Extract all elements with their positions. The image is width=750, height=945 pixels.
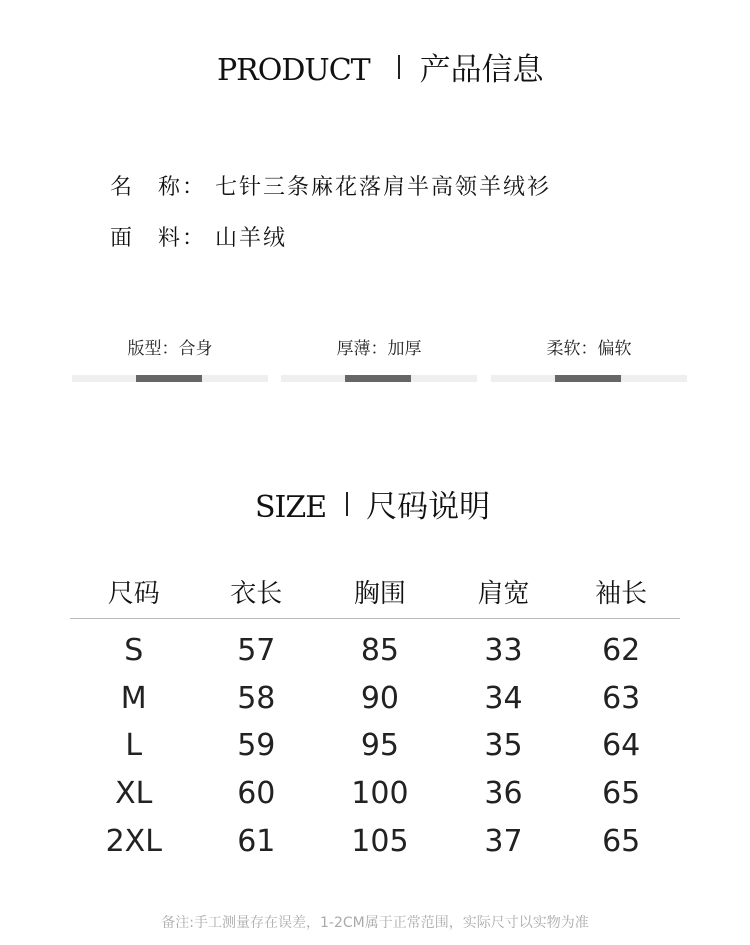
gauge-marker xyxy=(372,369,384,375)
table-cell: 57 xyxy=(237,633,276,669)
attribute-label: 版型：合身 xyxy=(127,339,213,359)
product-header-cn: 产品信息 xyxy=(419,52,544,88)
gauge-marker xyxy=(163,369,175,375)
col-header-size: 尺码 xyxy=(70,564,197,619)
table-cell: 36 xyxy=(484,776,523,812)
attribute-label: 厚薄：加厚 xyxy=(336,339,422,359)
attribute-gauge xyxy=(72,375,268,382)
table-row xyxy=(70,675,680,723)
table-cell: 64 xyxy=(602,728,641,764)
table-cell: 90 xyxy=(360,680,399,716)
table-cell: 105 xyxy=(351,823,409,859)
info-value: 七针三条麻花落肩半高领羊绒衫 xyxy=(215,175,552,200)
table-cell: 65 xyxy=(602,776,641,812)
size-cell: M xyxy=(120,680,147,716)
table-row xyxy=(70,722,680,770)
table-cell: 59 xyxy=(237,728,276,764)
col-header-length: 衣长 xyxy=(197,564,315,619)
table-cell: 58 xyxy=(237,680,276,716)
info-label: 面 料： xyxy=(110,226,207,251)
table-cell: 95 xyxy=(360,728,399,764)
size-cell: L xyxy=(125,728,143,764)
attribute-gauge xyxy=(281,375,477,382)
gauge-fill xyxy=(555,375,621,382)
size-section-header xyxy=(255,481,490,526)
gauge-marker xyxy=(582,369,594,375)
size-cell: 2XL xyxy=(105,823,162,859)
col-header-sleeve: 袖长 xyxy=(562,564,680,619)
measurement-note: 备注:手工测量存在误差，1-2CM属于正常范围，实际尺寸以实物为准 xyxy=(161,915,589,931)
size-header-en: SIZE xyxy=(255,490,327,525)
attribute-thickness xyxy=(281,334,477,382)
size-header-cn: 尺码说明 xyxy=(366,489,491,525)
product-header-en: PRODUCT xyxy=(217,53,370,88)
attribute-gauge xyxy=(491,375,687,382)
attribute-softness xyxy=(491,334,687,382)
info-row-name xyxy=(110,170,551,201)
table-row xyxy=(70,770,680,818)
table-cell: 63 xyxy=(602,680,641,716)
table-cell: 62 xyxy=(602,633,641,669)
table-cell: 100 xyxy=(351,776,409,812)
info-label: 名 称： xyxy=(110,175,207,200)
header-divider xyxy=(398,55,400,79)
table-cell: 33 xyxy=(484,633,523,669)
attribute-label: 柔软：偏软 xyxy=(546,339,632,359)
table-cell: 60 xyxy=(237,776,276,812)
header-divider xyxy=(346,492,348,516)
info-value: 山羊绒 xyxy=(215,226,288,251)
product-section-header xyxy=(217,44,544,89)
gauge-fill xyxy=(136,375,202,382)
attribute-fit xyxy=(72,334,268,382)
size-cell: S xyxy=(124,633,144,669)
table-cell: 35 xyxy=(484,728,523,764)
table-cell: 34 xyxy=(484,680,523,716)
table-row xyxy=(70,619,680,675)
col-header-shoulder: 肩宽 xyxy=(445,564,563,619)
table-cell: 37 xyxy=(484,823,523,859)
table-cell: 85 xyxy=(360,633,399,669)
col-header-bust: 胸围 xyxy=(315,564,445,619)
gauge-fill xyxy=(345,375,411,382)
table-cell: 65 xyxy=(602,823,641,859)
table-row xyxy=(70,817,680,865)
size-table-header-row xyxy=(70,564,680,619)
size-table xyxy=(70,564,680,865)
info-row-material xyxy=(110,221,287,252)
size-cell: XL xyxy=(115,776,153,812)
table-cell: 61 xyxy=(237,823,276,859)
